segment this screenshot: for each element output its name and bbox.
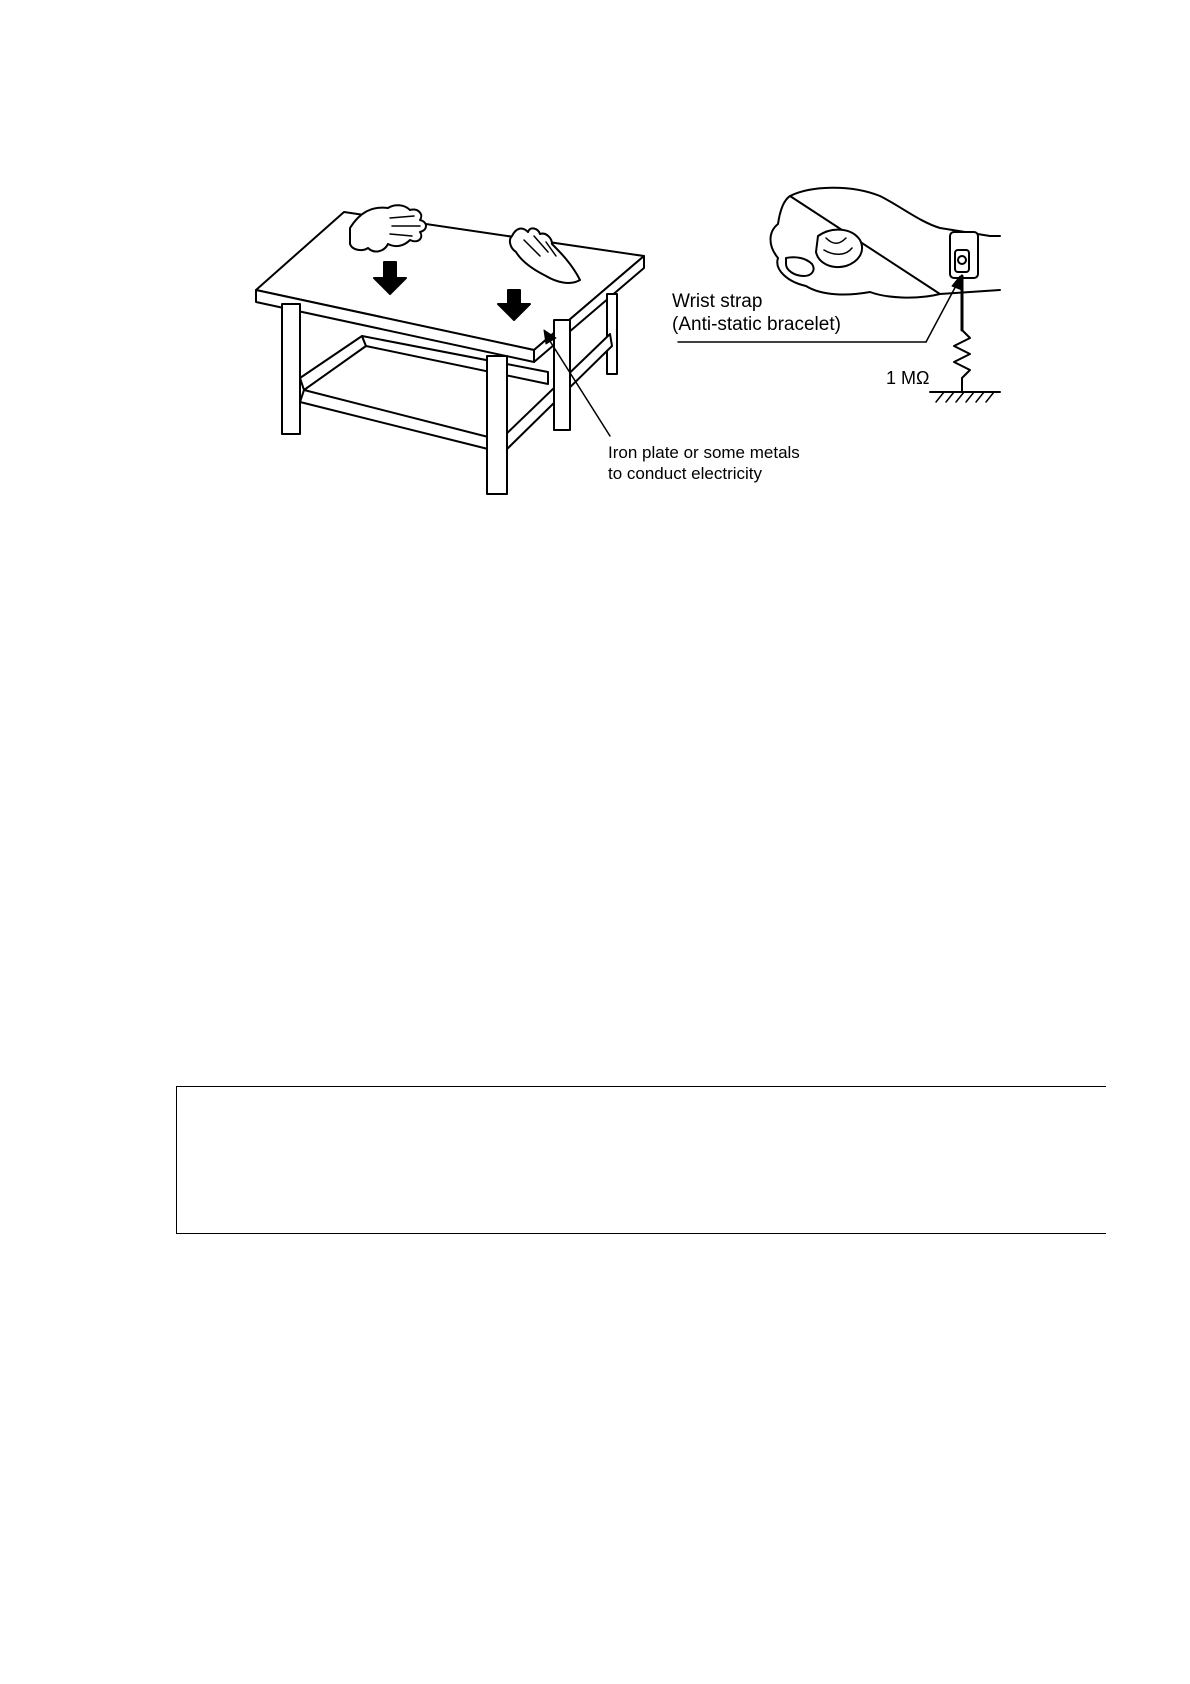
iron-plate-label-line2: to conduct electricity bbox=[608, 464, 763, 483]
iron-plate-label bbox=[608, 442, 800, 484]
notice-box bbox=[176, 1086, 1106, 1234]
wrist-strap-label bbox=[672, 290, 841, 336]
esd-illustration bbox=[0, 0, 1190, 520]
iron-plate-label-line1: Iron plate or some metals bbox=[608, 443, 800, 462]
wrist-strap-label-line2: (Anti-static bracelet) bbox=[672, 314, 841, 335]
ground-symbol bbox=[930, 392, 1000, 402]
wrist-strap-label-line1: Wrist strap bbox=[672, 291, 763, 312]
workbench-illustration bbox=[256, 205, 644, 494]
resistor-label: 1 MΩ bbox=[886, 368, 930, 388]
esd-drawing bbox=[0, 0, 1190, 520]
